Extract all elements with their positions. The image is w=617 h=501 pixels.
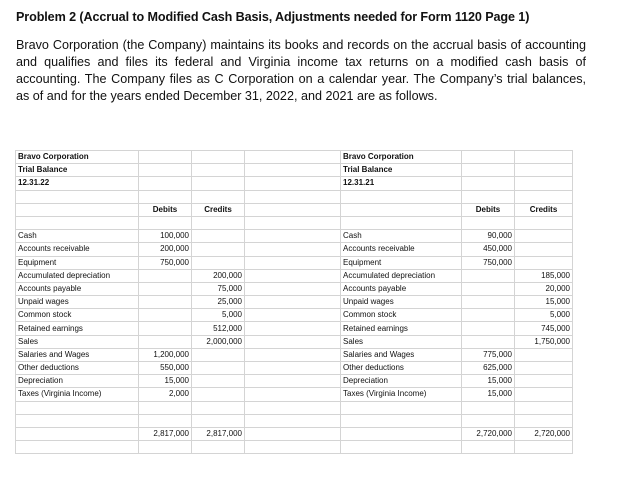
left-account-name: Accumulated depreciation [16, 269, 139, 282]
right-debit-value: 450,000 [462, 243, 515, 256]
table-row [16, 282, 573, 295]
right-credit-value: 185,000 [515, 269, 573, 282]
problem-description: Bravo Corporation (the Company) maintains its books and records on the accrual basis of accounting and qualifies and files its federal and Virginia income tax returns on a modified cash basis of accounting. The Company files as C Corporation on a calendar year. The Company’s trial balances, as of and for the years ended December 31, 2022, and 2021 are as follows. [16, 38, 586, 103]
left-account-name: Equipment [16, 256, 139, 269]
right-debits-header: Debits [462, 203, 515, 216]
trial-balance-table [15, 150, 573, 454]
left-debit-value: 750,000 [139, 256, 192, 269]
right-debit-value [462, 309, 515, 322]
right-credit-value: 745,000 [515, 322, 573, 335]
left-debit-value: 100,000 [139, 230, 192, 243]
problem-title: Problem 2 (Accrual to Modified Cash Basis, Adjustments needed for Form 1120 Page 1) [16, 10, 530, 24]
right-account-name: Unpaid wages [341, 296, 462, 309]
left-credit-value [192, 375, 245, 388]
table-row [16, 230, 573, 243]
left-credit-value: 200,000 [192, 269, 245, 282]
left-debit-value: 15,000 [139, 375, 192, 388]
left-debit-value: 550,000 [139, 362, 192, 375]
right-credit-value: 1,750,000 [515, 335, 573, 348]
right-credits-header: Credits [515, 203, 573, 216]
left-credit-value [192, 348, 245, 361]
left-debit-value [139, 269, 192, 282]
right-account-name: Salaries and Wages [341, 348, 462, 361]
left-debit-value [139, 322, 192, 335]
table-row [16, 269, 573, 282]
right-account-name: Common stock [341, 309, 462, 322]
left-date: 12.31.22 [16, 177, 139, 190]
right-account-name: Cash [341, 230, 462, 243]
left-credit-value [192, 362, 245, 375]
right-date: 12.31.21 [341, 177, 462, 190]
right-account-name: Taxes (Virginia Income) [341, 388, 462, 401]
right-account-name: Accounts receivable [341, 243, 462, 256]
table-row [16, 243, 573, 256]
left-credit-value [192, 243, 245, 256]
right-account-name: Sales [341, 335, 462, 348]
left-company-name: Bravo Corporation [16, 151, 139, 164]
right-debit-value: 15,000 [462, 375, 515, 388]
left-account-name: Other deductions [16, 362, 139, 375]
right-account-name: Other deductions [341, 362, 462, 375]
right-total-credits: 2,720,000 [515, 427, 573, 440]
left-account-name: Unpaid wages [16, 296, 139, 309]
left-credit-value [192, 388, 245, 401]
right-credit-value [515, 256, 573, 269]
left-credit-value [192, 256, 245, 269]
left-credit-value: 75,000 [192, 282, 245, 295]
left-subtitle: Trial Balance [16, 164, 139, 177]
right-credit-value [515, 375, 573, 388]
left-debit-value [139, 296, 192, 309]
table-row [16, 388, 573, 401]
left-debit-value [139, 309, 192, 322]
right-account-name: Depreciation [341, 375, 462, 388]
left-credit-value [192, 230, 245, 243]
right-credit-value [515, 230, 573, 243]
problem-section [16, 10, 586, 105]
right-credit-value [515, 348, 573, 361]
table-row [16, 256, 573, 269]
left-debits-header: Debits [139, 203, 192, 216]
left-debit-value: 2,000 [139, 388, 192, 401]
table-row [16, 375, 573, 388]
right-total-debits: 2,720,000 [462, 427, 515, 440]
table-row [16, 296, 573, 309]
left-account-name: Taxes (Virginia Income) [16, 388, 139, 401]
right-debit-value [462, 282, 515, 295]
left-account-name: Depreciation [16, 375, 139, 388]
left-account-name: Accounts receivable [16, 243, 139, 256]
right-company-name: Bravo Corporation [341, 151, 462, 164]
right-debit-value [462, 335, 515, 348]
right-credit-value: 5,000 [515, 309, 573, 322]
left-debit-value: 1,200,000 [139, 348, 192, 361]
left-credit-value: 5,000 [192, 309, 245, 322]
left-credits-header: Credits [192, 203, 245, 216]
left-account-name: Salaries and Wages [16, 348, 139, 361]
table-row [16, 335, 573, 348]
left-total-credits: 2,817,000 [192, 427, 245, 440]
left-credit-value: 512,000 [192, 322, 245, 335]
table-row [16, 309, 573, 322]
right-credit-value [515, 362, 573, 375]
right-debit-value: 625,000 [462, 362, 515, 375]
left-debit-value [139, 282, 192, 295]
right-credit-value [515, 388, 573, 401]
right-debit-value: 775,000 [462, 348, 515, 361]
left-credit-value: 2,000,000 [192, 335, 245, 348]
right-debit-value: 750,000 [462, 256, 515, 269]
table-row [16, 362, 573, 375]
right-account-name: Accumulated depreciation [341, 269, 462, 282]
left-account-name: Cash [16, 230, 139, 243]
table-row [16, 348, 573, 361]
left-debit-value: 200,000 [139, 243, 192, 256]
table-row [16, 322, 573, 335]
right-credit-value: 15,000 [515, 296, 573, 309]
right-account-name: Retained earnings [341, 322, 462, 335]
left-total-debits: 2,817,000 [139, 427, 192, 440]
left-credit-value: 25,000 [192, 296, 245, 309]
left-account-name: Retained earnings [16, 322, 139, 335]
left-account-name: Accounts payable [16, 282, 139, 295]
right-credit-value [515, 243, 573, 256]
right-debit-value [462, 322, 515, 335]
right-debit-value [462, 269, 515, 282]
right-subtitle: Trial Balance [341, 164, 462, 177]
right-account-name: Accounts payable [341, 282, 462, 295]
left-account-name: Sales [16, 335, 139, 348]
right-credit-value: 20,000 [515, 282, 573, 295]
right-debit-value: 15,000 [462, 388, 515, 401]
left-account-name: Common stock [16, 309, 139, 322]
right-debit-value: 90,000 [462, 230, 515, 243]
right-account-name: Equipment [341, 256, 462, 269]
right-debit-value [462, 296, 515, 309]
left-debit-value [139, 335, 192, 348]
